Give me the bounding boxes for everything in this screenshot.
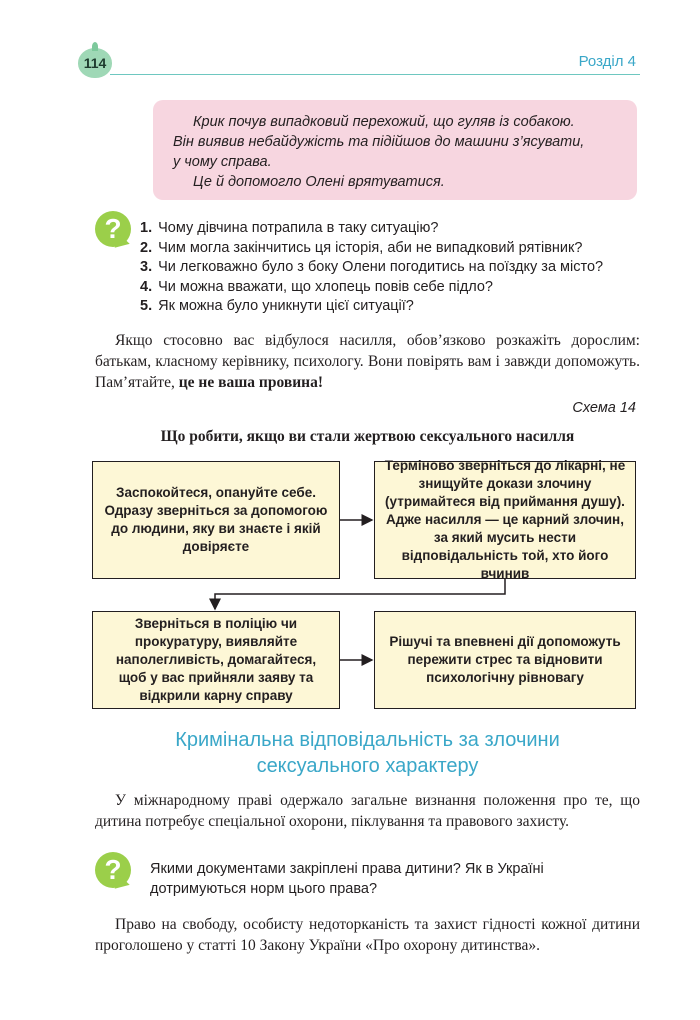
question-text: Чому дівчина потрапила в таку ситуацію? xyxy=(158,220,439,236)
question-list xyxy=(140,219,640,317)
paragraph-advice xyxy=(95,330,640,393)
question-number: 3. xyxy=(140,259,153,275)
story-line: Він виявив небайдужість та підійшов до машини з’ясувати, xyxy=(173,134,585,150)
page-number-badge xyxy=(78,48,112,78)
question-text: Чим могла закінчитись ця історія, аби не випадковий рятівник? xyxy=(158,239,583,256)
paragraph-international-law xyxy=(95,790,640,832)
flow-box-hospital xyxy=(374,458,636,581)
question-number: 1. xyxy=(140,220,153,236)
flow-box-police xyxy=(92,611,340,709)
flow-box-calm-down xyxy=(92,461,340,579)
arrow-down-icon xyxy=(215,579,505,609)
question-mark-glyph: ? xyxy=(104,213,122,244)
section-heading-line: сексуального характеру xyxy=(256,755,479,777)
header-divider xyxy=(110,74,640,75)
question-icon xyxy=(95,211,131,247)
section-heading xyxy=(95,727,640,779)
question-icon xyxy=(95,852,131,888)
flow-box-text: Заспокойтеся, опануйте себе. Одразу зверніться за допомогою до людини, яку ви знаєте і якій довіряєте xyxy=(104,485,328,554)
list-item xyxy=(140,219,640,239)
flow-box-text: Терміново зверніться до лікарні, не знищуйте докази злочину (утримайтеся від приймання душу). Адже насилля — це карний злочин, за який мусить нести відповідальність той, хто його вчинив xyxy=(384,458,626,581)
story-text xyxy=(173,112,623,192)
paragraph-text: У міжнародному праві одержало загальне визнання положення про те, що дитина потребує спеціальної охорони, піклування та правового захисту. xyxy=(95,792,640,830)
question-mark-glyph: ? xyxy=(104,854,122,885)
page-number: 114 xyxy=(83,55,107,71)
question-number: 5. xyxy=(140,298,153,314)
list-item xyxy=(140,239,640,259)
question-text: Чи можна вважати, що хлопець повів себе підло? xyxy=(158,278,493,295)
paragraph-text: Право на свободу, особисту недоторканість та захист гідності кожної дитини проголошено у статті 10 Закону України «Про охорону дитинства». xyxy=(95,916,640,954)
question-text: Чи легковажно було з боку Олени погодитись на поїздку за місто? xyxy=(158,259,604,275)
emphasis-text: це не ваша провина! xyxy=(178,374,323,391)
flow-box-recovery xyxy=(374,611,636,709)
flow-box-text: Зверніться в поліцію чи прокуратуру, виявляйте наполегливість, домагайтеся, щоб у вас прийняли заяву та відкрили карну справу xyxy=(115,616,317,703)
section-label: Розділ 4 xyxy=(578,53,636,70)
list-item xyxy=(140,297,640,317)
story-line: Крик почув випадковий перехожий, що гуляв із собакою. xyxy=(193,114,575,130)
paragraph-text: Якщо стосовно вас відбулося насилля, обов’язково розкажіть дорослим: батькам, класному керівнику, психологу. Вони повірять вам і завжди допоможуть. Пам’ятайте, xyxy=(95,332,640,391)
question-number: 4. xyxy=(140,278,153,295)
question-text: Як можна було уникнути цієї ситуації? xyxy=(158,298,414,314)
question-text: Якими документами закріплені права дитини? Як в Україні дотримуються норм цього права? xyxy=(150,861,544,897)
story-line: Це й допомогло Олені врятуватися. xyxy=(193,174,445,190)
story-line: у чому справа. xyxy=(173,154,272,170)
list-item xyxy=(140,278,640,298)
question-number: 2. xyxy=(140,239,153,256)
paragraph-law-article xyxy=(95,914,640,956)
list-item xyxy=(140,258,640,278)
scheme-label: Схема 14 xyxy=(572,400,636,416)
flow-box-text: Рішучі та впевнені дії допоможуть пережити стрес та відновити психологічну рівновагу xyxy=(389,634,621,685)
story-box xyxy=(153,100,637,200)
section-heading-line: Кримінальна відповідальність за злочини xyxy=(175,729,560,751)
scheme-title: Що робити, якщо ви стали жертвою сексуального насилля xyxy=(160,428,575,445)
